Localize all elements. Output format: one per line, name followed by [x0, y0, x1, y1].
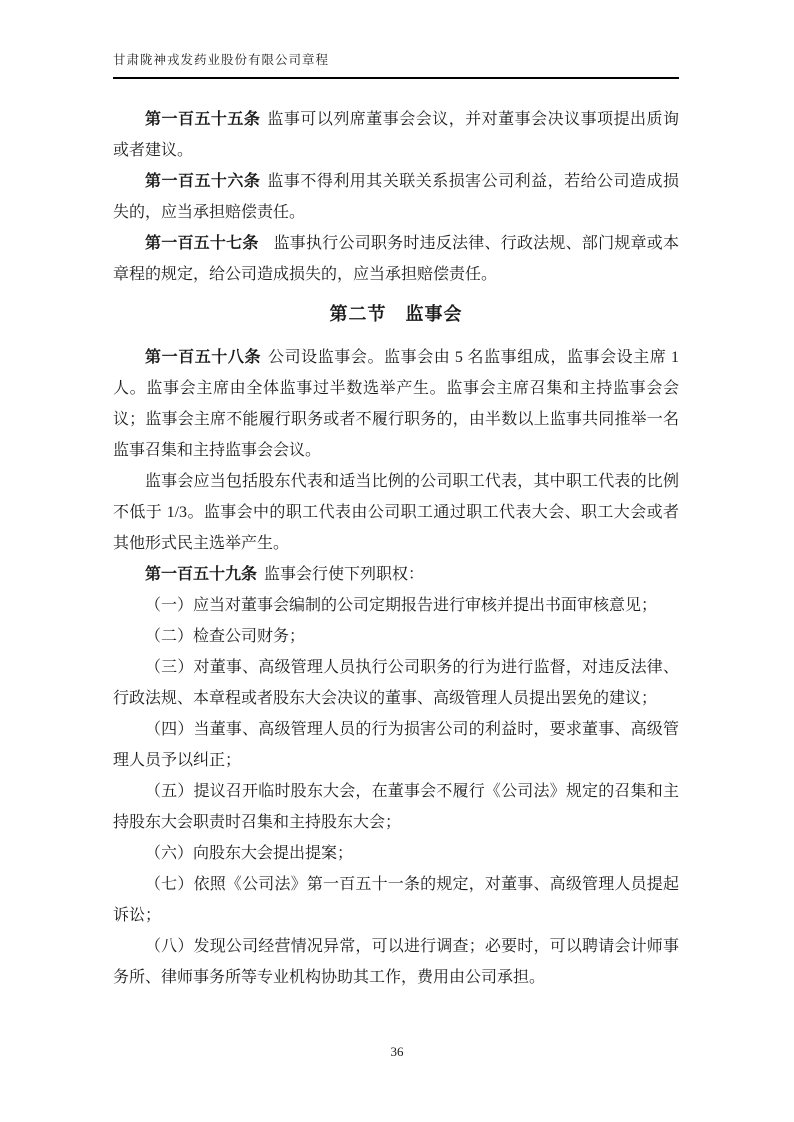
list-item-paragraph: （二）检查公司财务； — [145, 628, 306, 645]
list-item-paragraph: （三）对董事、高级管理人员执行公司职务的行为进行监督，对违反法律、行政法规、本章程或者股东大会决议的董事、高级管理人员提出罢免的建议； — [113, 659, 679, 707]
body-paragraph: 监事会应当包括股东代表和适当比例的公司职工代表，其中职工代表的比例不低于 1/3。监事会中的职工代表由公司职工通过职工代表大会、职工大会或者其他形式民主选举产生。 — [113, 473, 679, 552]
article-text: 监事会行使下列职权： — [264, 566, 425, 583]
section-heading: 第二节 监事会 — [329, 304, 463, 324]
article-text: 监事不得利用其关联关系损害公司利益，若给公司造成损失的，应当承担赔偿责任。 — [113, 173, 679, 221]
list-item-paragraph: （七）依照《公司法》第一百五十一条的规定，对董事、高级管理人员提起诉讼； — [113, 876, 679, 924]
article-paragraph — [113, 342, 679, 466]
article-paragraph — [113, 559, 679, 590]
list-item-paragraph: （五）提议召开临时股东大会，在董事会不履行《公司法》规定的召集和主持股东大会职责时召集和主持股东大会； — [113, 783, 679, 831]
list-item-paragraph: （六）向股东大会提出提案； — [145, 845, 354, 862]
article-paragraph — [113, 166, 679, 228]
article-text: 公司设监事会。监事会由 5 名监事组成，监事会设主席 1 人。监事会主席由全体监事过半数选举产生。监事会主席召集和主持监事会会议；监事会主席不能履行职务或者不履行职务的，由半数以上监事共同推举一名监事召集和主持监事会会议。 — [113, 349, 679, 459]
article-number: 第一百五十五条 — [145, 111, 261, 128]
document-body — [113, 104, 679, 993]
page-footer — [0, 1044, 794, 1060]
article-number: 第一百五十七条 — [145, 235, 259, 252]
list-item-paragraph: （八）发现公司经营情况异常，可以进行调查；必要时，可以聘请会计师事务所、律师事务所等专业机构协助其工作，费用由公司承担。 — [113, 938, 679, 986]
header-title: 甘肃陇神戎发药业股份有限公司章程 — [113, 53, 330, 67]
article-paragraph — [113, 228, 679, 290]
article-paragraph — [113, 104, 679, 166]
article-number: 第一百五十八条 — [145, 349, 262, 366]
article-text: 监事可以列席董事会会议，并对董事会决议事项提出质询或者建议。 — [113, 111, 679, 159]
page-number: 36 — [390, 1044, 404, 1059]
article-number: 第一百五十六条 — [145, 173, 261, 190]
page-header — [113, 52, 679, 79]
article-number: 第一百五十九条 — [145, 566, 258, 583]
article-text: 监事执行公司职务时违反法律、行政法规、部门规章或本章程的规定，给公司造成损失的，应当承担赔偿责任。 — [113, 235, 679, 283]
list-item-paragraph: （四）当董事、高级管理人员的行为损害公司的利益时，要求董事、高级管理人员予以纠正； — [113, 721, 679, 769]
list-item-paragraph: （一）应当对董事会编制的公司定期报告进行审核并提出书面审核意见； — [145, 597, 658, 614]
